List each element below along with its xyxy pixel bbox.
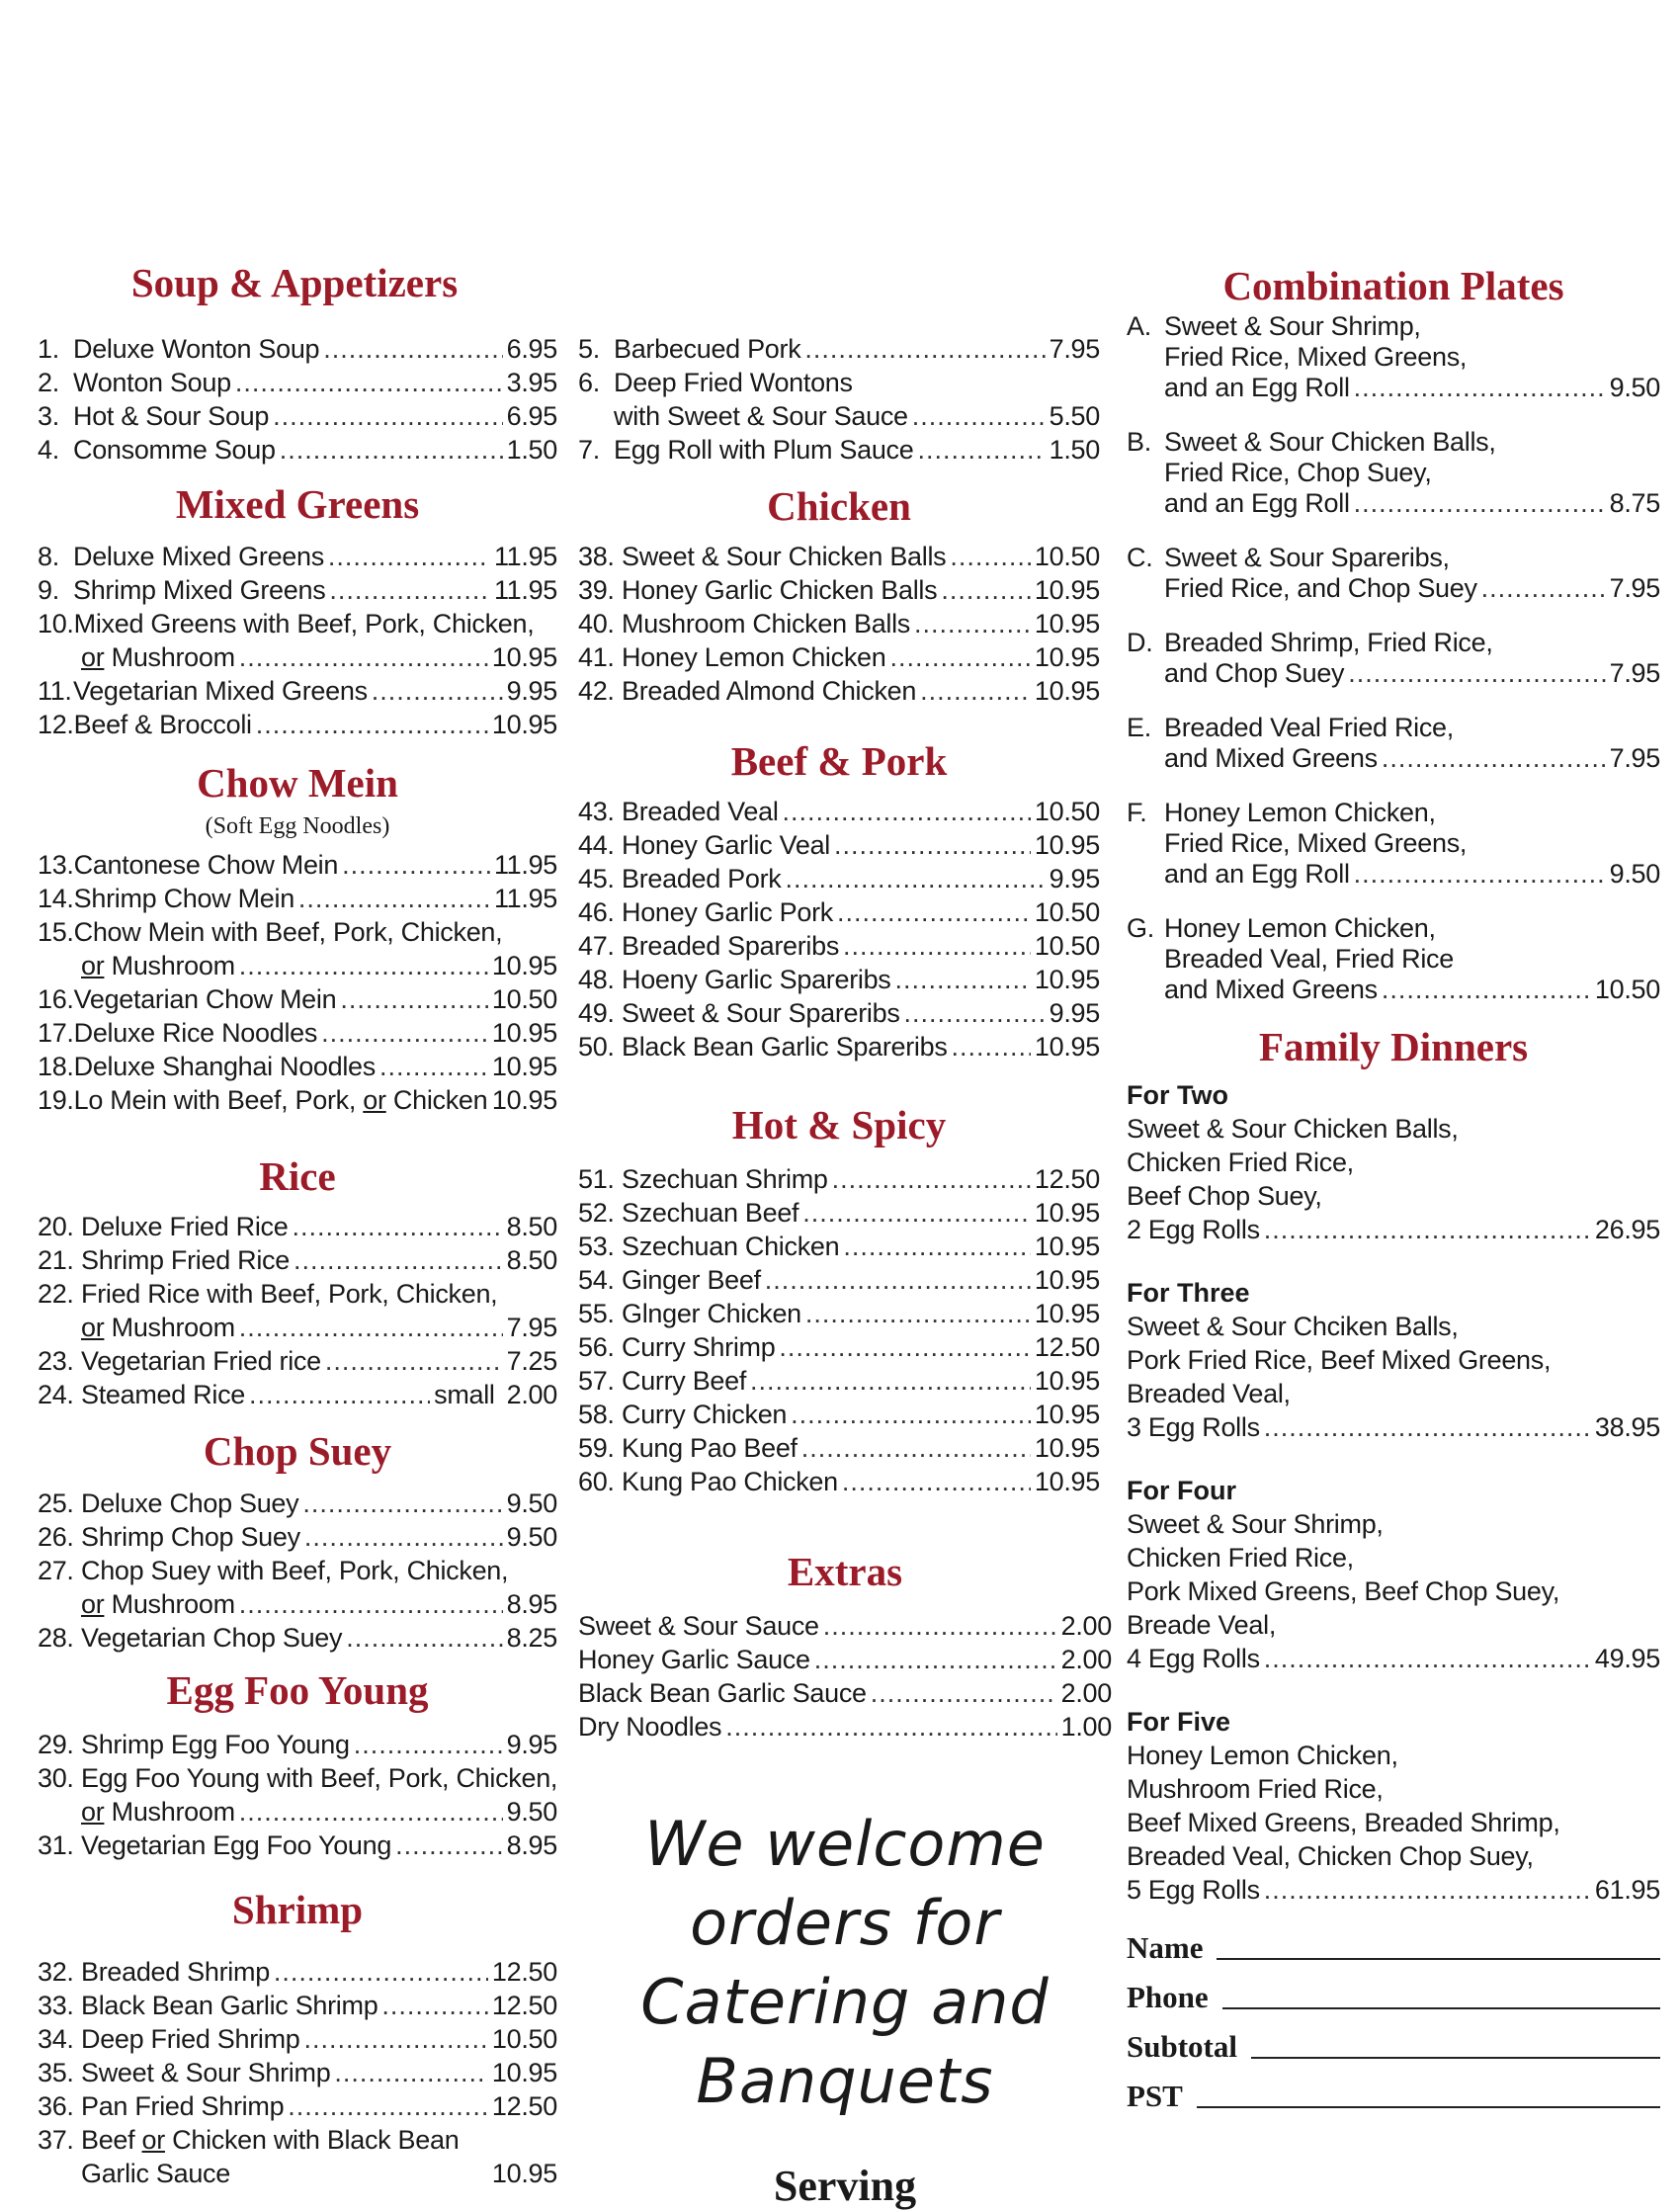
menu-item: 15. Chow Mein with Beef, Pork, Chicken, [38,917,503,947]
section-title-hot-spicy: Hot & Spicy [731,1102,947,1148]
menu-item: 7. Egg Roll with Plum Sauce ..... 1.50 [578,433,1100,467]
combination-plate-g: G. Honey Lemon Chicken, Breaded Veal, Fried Rice and Mixed Greens ..... 10.50 [1127,913,1660,1005]
serving-heading: Serving [773,2162,917,2210]
order-form-phone-row[interactable] [1127,1980,1660,2015]
menu-item: 38. Sweet & Sour Chicken Balls ..... 10.50 [578,540,1100,573]
section-title-mixed-greens: Mixed Greens [175,481,420,527]
family-dinner-for-four: For Four Sweet & Sour Shrimp, Chicken Fried Rice, Pork Mixed Greens, Beef Chop Suey, Breade Veal, 4 Egg Rolls ..... 49.95 [1127,1474,1660,1675]
order-form-name-row[interactable] [1127,1930,1660,1966]
menu-item: 8. Deluxe Mixed Greens ..... 11.95 [38,540,557,573]
section-title-combination-plates: Combination Plates [1222,263,1564,308]
catering-message-line: Catering and [640,1966,1050,2038]
combination-plate-d: D. Breaded Shrimp, Fried Rice, and Chop Suey ..... 7.95 [1127,628,1660,689]
beef-pork-section [578,737,1100,1063]
section-title-family-dinners: Family Dinners [1258,1024,1529,1069]
menu-item: 18. Deluxe Shanghai Noodles ..... 10.95 [38,1050,557,1083]
section-title-beef-pork: Beef & Pork [730,738,948,784]
menu-item: 30. Egg Foo Young with Beef, Pork, Chicken, [38,1763,558,1793]
menu-item: 9. Shrimp Mixed Greens ..... 11.95 [38,573,557,607]
menu-item: 16. Vegetarian Chow Mein ..... 10.50 [38,982,557,1016]
menu-item: 60. Kung Pao Chicken ..... 10.95 [578,1465,1100,1498]
section-title-shrimp: Shrimp [231,1887,364,1932]
phone-label: Phone [1127,1980,1209,2014]
catering-message [578,1805,1112,2121]
menu-item: 14. Shrimp Chow Mein ..... 11.95 [38,882,557,915]
section-title-chop-suey: Chop Suey [203,1428,392,1474]
combination-plate-f: F. Honey Lemon Chicken, Fried Rice, Mixed Greens, and an Egg Roll ..... 9.50 [1127,798,1660,890]
section-title-extras: Extras [787,1549,903,1594]
shrimp-section [38,1886,557,2190]
chow-mein-section [38,759,557,1117]
menu-item: 25. Deluxe Chop Suey ..... 9.50 [38,1487,557,1520]
pst-label: PST [1127,2079,1183,2113]
menu-item: 2. Wonton Soup ..... 3.95 [38,366,557,399]
menu-item: 21. Shrimp Fried Rice ..... 8.50 [38,1243,557,1277]
menu-item: 55. Glnger Chicken ..... 10.95 [578,1297,1100,1330]
menu-item-continuation: or Mushroom ..... 7.95 [38,1311,557,1344]
menu-item: 57. Curry Beef ..... 10.95 [578,1364,1100,1398]
menu-item: 48. Hoeny Garlic Spareribs ..... 10.95 [578,963,1100,996]
combination-plate-a: A. Sweet & Sour Shrimp, Fried Rice, Mixed Greens, and an Egg Roll ..... 9.50 [1127,311,1660,403]
combination-plate-e: E. Breaded Veal Fried Rice, and Mixed Greens ..... 7.95 [1127,713,1660,774]
catering-promo [578,1755,1112,2211]
combination-plate-c: C. Sweet & Sour Spareribs, Fried Rice, and Chop Suey ..... 7.95 [1127,543,1660,604]
menu-item: 50. Black Bean Garlic Spareribs ..... 10.95 [578,1030,1100,1063]
menu-item: 52. Szechuan Beef ..... 10.95 [578,1196,1100,1230]
chicken-section [578,482,1100,708]
catering-message-line: We welcome [644,1808,1046,1880]
menu-item: 28. Vegetarian Chop Suey ..... 8.25 [38,1621,557,1655]
menu-item: 35. Sweet & Sour Shrimp ..... 10.95 [38,2056,557,2089]
mixed-greens-section [38,480,557,741]
menu-item: 22. Fried Rice with Beef, Pork, Chicken, [38,1279,498,1309]
egg-foo-young-section [38,1666,557,1862]
menu-item: Black Bean Garlic Sauce ..... 2.00 [578,1676,1112,1710]
menu-item: 51. Szechuan Shrimp ..... 12.50 [578,1162,1100,1196]
subtotal-label: Subtotal [1127,2029,1237,2064]
section-title-egg-foo-young: Egg Foo Young [166,1667,429,1713]
family-dinner-for-two: For Two Sweet & Sour Chicken Balls, Chicken Fried Rice, Beef Chop Suey, 2 Egg Rolls ..... 26.95 [1127,1078,1660,1246]
menu-item: Dry Noodles ..... 1.00 [578,1710,1112,1743]
soup-list [38,332,557,467]
menu-item: Honey Garlic Sauce ..... 2.00 [578,1643,1112,1676]
menu-item: 39. Honey Garlic Chicken Balls ..... 10.95 [578,573,1100,607]
menu-item: 3. Hot & Sour Soup ..... 6.95 [38,399,557,433]
menu-item: 10. Mixed Greens with Beef, Pork, Chicken, [38,609,535,638]
menu-item: 27. Chop Suey with Beef, Pork, Chicken, [38,1556,509,1585]
menu-item: 13. Cantonese Chow Mein ..... 11.95 [38,848,557,882]
menu-item: 40. Mushroom Chicken Balls ..... 10.95 [578,607,1100,640]
menu-item: 6. Deep Fried Wontons [578,368,853,397]
menu-item: 44. Honey Garlic Veal ..... 10.95 [578,828,1100,862]
menu-item: 4. Consomme Soup ..... 1.50 [38,433,557,467]
menu-item: 37. Beef or Chicken with Black Bean [38,2125,460,2155]
hot-spicy-section [578,1101,1100,1498]
menu-item: 23. Vegetarian Fried rice ..... 7.25 [38,1344,557,1378]
menu-item: 43. Breaded Veal ..... 10.50 [578,795,1100,828]
menu-item: 45. Breaded Pork ..... 9.95 [578,862,1100,895]
menu-item: 26. Shrimp Chop Suey ..... 9.50 [38,1520,557,1554]
menu-item: 49. Sweet & Sour Spareribs ..... 9.95 [578,996,1100,1030]
extras-section [578,1548,1112,1743]
section-title-chicken: Chicken [767,483,911,529]
appetizers-list-right [578,332,1100,467]
menu-item-continuation: or Mushroom ..... 10.95 [38,640,557,674]
combination-plate-b: B. Sweet & Sour Chicken Balls, Fried Rice, Chop Suey, and an Egg Roll ..... 8.75 [1127,427,1660,519]
menu-item: 34. Deep Fried Shrimp ..... 10.50 [38,2022,557,2056]
menu-item: 46. Honey Garlic Pork ..... 10.50 [578,895,1100,929]
menu-item: 54. Ginger Beef ..... 10.95 [578,1263,1100,1297]
menu-item: Sweet & Sour Sauce ..... 2.00 [578,1609,1112,1643]
section-title-soup-appetizers: Soup & Appetizers [130,260,459,305]
menu-item: 41. Honey Lemon Chicken ..... 10.95 [578,640,1100,674]
subtotal-field[interactable] [1251,2055,1660,2059]
phone-field[interactable] [1222,2005,1660,2009]
menu-item: 47. Breaded Spareribs ..... 10.50 [578,929,1100,963]
menu-item: 29. Shrimp Egg Foo Young ..... 9.95 [38,1728,557,1761]
menu-item: 42. Breaded Almond Chicken ..... 10.95 [578,674,1100,708]
catering-message-line: orders for [690,1887,1000,1959]
menu-item-continuation: or Mushroom ..... 8.95 [38,1587,557,1621]
menu-item: 32. Breaded Shrimp ..... 12.50 [38,1955,557,1989]
section-subtitle-soft-egg-noodles: (Soft Egg Noodles) [205,813,390,839]
menu-item: 56. Curry Shrimp ..... 12.50 [578,1330,1100,1364]
menu-item: 24. Steamed Rice ..... small 2.00 [38,1378,557,1411]
menu-item: 12. Beef & Broccoli ..... 10.95 [38,708,557,741]
menu-item: 5. Barbecued Pork ..... 7.95 [578,332,1100,366]
menu-item: 53. Szechuan Chicken ..... 10.95 [578,1230,1100,1263]
soup-appetizers-section [38,259,1102,306]
menu-item: 17. Deluxe Rice Noodles ..... 10.95 [38,1016,557,1050]
menu-column-right [1127,262,1660,2128]
menu-item-continuation: with Sweet & Sour Sauce ..... 5.50 [578,399,1100,433]
chop-suey-section [38,1427,557,1655]
menu-item: 33. Black Bean Garlic Shrimp ..... 12.50 [38,1989,557,2022]
menu-item: 19. Lo Mein with Beef, Pork, or Chicken 10.95 [38,1085,557,1115]
name-label: Name [1127,1930,1204,1965]
menu-item: 31. Vegetarian Egg Foo Young ..... 8.95 [38,1828,557,1862]
order-form-subtotal-row[interactable] [1127,2029,1660,2065]
menu-item: 20. Deluxe Fried Rice ..... 8.50 [38,1210,557,1243]
menu-item: 58. Curry Chicken ..... 10.95 [578,1398,1100,1431]
family-dinner-for-three: For Three Sweet & Sour Chciken Balls, Pork Fried Rice, Beef Mixed Greens, Breaded Veal, 3 Egg Rolls ..... 38.95 [1127,1276,1660,1444]
menu-item: 11. Vegetarian Mixed Greens ..... 9.95 [38,674,557,708]
order-form-pst-row[interactable] [1127,2079,1660,2114]
family-dinner-for-five: For Five Honey Lemon Chicken, Mushroom Fried Rice, Beef Mixed Greens, Breaded Shrimp, Breaded Veal, Chicken Chop Suey, 5 Egg Rolls ..... 61.95 [1127,1705,1660,1907]
rice-section [38,1152,557,1411]
menu-item: 1. Deluxe Wonton Soup ..... 6.95 [38,332,557,366]
menu-item-continuation: Garlic Sauce 10.95 [81,2159,557,2188]
section-title-chow-mein: Chow Mein [197,760,398,806]
section-title-rice: Rice [259,1153,336,1199]
order-form [1127,1930,1660,2114]
menu-item-continuation: or Mushroom ..... 9.50 [38,1795,557,1828]
pst-field[interactable] [1197,2104,1660,2108]
menu-item: 59. Kung Pao Beef ..... 10.95 [578,1431,1100,1465]
name-field[interactable] [1217,1956,1660,1960]
menu-item-continuation: or Mushroom ..... 10.95 [38,949,557,982]
menu-item: 36. Pan Fried Shrimp ..... 12.50 [38,2089,557,2123]
catering-message-line: Banquets [696,2045,994,2117]
